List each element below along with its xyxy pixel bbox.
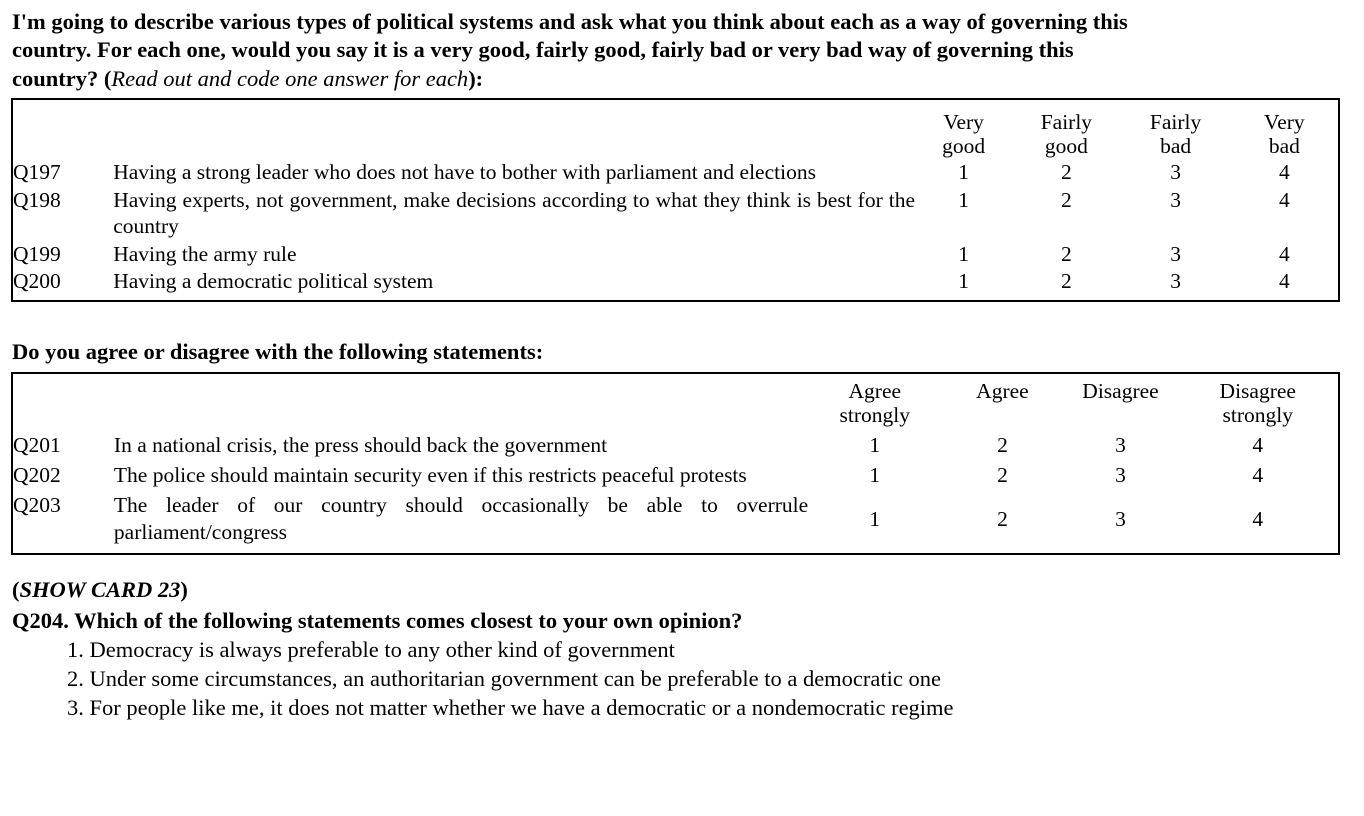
- intro-line-1: I'm going to describe various types of political systems and ask what you think about each as a way of governing this: [12, 9, 1128, 34]
- column-header-agree-strongly: [808, 374, 941, 427]
- table-header-row: [13, 374, 1338, 427]
- q204-block: [12, 575, 1364, 722]
- intro-line-3-bold: country?: [12, 65, 99, 91]
- column-header-very-bad: [1231, 100, 1338, 158]
- answer-option-q202-4[interactable]: 4: [1252, 462, 1264, 487]
- answer-option-q200-4[interactable]: 4: [1278, 268, 1290, 293]
- answer-option-q200-1[interactable]: 1: [958, 268, 970, 293]
- intro-question: [12, 8, 1346, 93]
- answer-option-q199-3[interactable]: 3: [1170, 241, 1181, 266]
- question-text-q198: Having experts, not government, make decisions according to what they think is best for the country: [113, 187, 916, 239]
- political-systems-table: [11, 98, 1340, 302]
- answer-option-q203-4[interactable]: 4: [1252, 506, 1264, 531]
- answer-option-q202-3[interactable]: 3: [1115, 462, 1126, 487]
- questionnaire-page: [0, 8, 1364, 816]
- answer-option-q197-3[interactable]: 3: [1170, 160, 1181, 185]
- header-line-2: strongly: [1222, 403, 1293, 428]
- header-line-2: bad: [1268, 134, 1300, 159]
- intro-line-3: [12, 65, 1346, 93]
- section-gap: [0, 302, 1364, 338]
- table-row: [13, 458, 1338, 488]
- agree-disagree-table: [11, 372, 1340, 555]
- question-code-q198: Q198: [13, 187, 61, 212]
- question-code-q202: Q202: [13, 462, 61, 487]
- answer-option-q203-3[interactable]: 3: [1115, 506, 1126, 531]
- table-row: [13, 186, 1338, 240]
- answer-option-q197-2[interactable]: 2: [1060, 160, 1072, 185]
- agree-section-heading: Do you agree or disagree with the following statements:: [12, 339, 544, 365]
- show-card-label: [12, 575, 1364, 604]
- header-line-1: Fairly: [1040, 110, 1093, 135]
- column-header-disagree-strongly: [1178, 374, 1338, 427]
- intro-line-2: country. For each one, would you say it is a very good, fairly good, fairly bad or very bad way of governing this: [12, 37, 1074, 63]
- question-text-q201: In a national crisis, the press should back the government: [113, 432, 608, 457]
- header-code-spacer: [13, 374, 114, 427]
- question-code-q197: Q197: [13, 160, 61, 185]
- show-card-open-paren: (: [12, 577, 20, 603]
- answer-option-q197-1[interactable]: 1: [958, 160, 970, 185]
- answer-option-q201-4[interactable]: 4: [1252, 432, 1264, 457]
- answer-option-q198-1[interactable]: 1: [958, 187, 970, 212]
- question-code-q201: Q201: [13, 432, 61, 457]
- answer-option-q203-2[interactable]: 2: [997, 506, 1008, 531]
- header-text-spacer: [113, 100, 915, 158]
- header-text-spacer: [114, 374, 808, 427]
- intro-instruction-italic: Read out and code one answer for each: [111, 65, 469, 91]
- column-header-agree: [941, 374, 1063, 427]
- column-header-very-good: [915, 100, 1012, 158]
- answer-option-q203-1[interactable]: 1: [869, 506, 881, 531]
- header-line-1: Disagree: [1082, 379, 1159, 404]
- header-line-2: strongly: [839, 403, 911, 428]
- question-code-q200: Q200: [13, 268, 61, 293]
- answer-option-q199-2[interactable]: 2: [1060, 241, 1072, 266]
- answer-option-q199-4[interactable]: 4: [1278, 241, 1290, 266]
- answer-option-q198-3[interactable]: 3: [1170, 187, 1181, 212]
- answer-option-q201-1[interactable]: 1: [869, 432, 881, 457]
- header-line-1: Very: [1264, 110, 1305, 135]
- show-card-close-paren: ): [180, 577, 188, 603]
- intro-close-paren: ):: [468, 65, 484, 91]
- q204-question-label: Q204. Which of the following statements comes closest to your own opinion?: [12, 607, 743, 633]
- answer-option-q199-1[interactable]: 1: [958, 241, 970, 266]
- answer-option-q197-4[interactable]: 4: [1278, 160, 1290, 185]
- header-line-1: Disagree: [1219, 379, 1296, 404]
- answer-option-q202-2[interactable]: 2: [997, 462, 1008, 487]
- show-card-text: SHOW CARD 23: [19, 577, 181, 603]
- table-header-row: [13, 100, 1338, 158]
- answer-option-q198-2[interactable]: 2: [1060, 187, 1072, 212]
- q204-option-1[interactable]: 1. Democracy is always preferable to any other kind of government: [67, 636, 675, 662]
- table-bottom-spacer: [13, 294, 1338, 300]
- column-header-disagree: [1063, 374, 1177, 427]
- header-line-1: Agree: [976, 379, 1029, 404]
- question-code-q199: Q199: [13, 241, 61, 266]
- question-code-q203: Q203: [13, 493, 61, 518]
- table-row: [13, 158, 1338, 185]
- header-line-1: Fairly: [1149, 110, 1202, 135]
- answer-option-q200-3[interactable]: 3: [1170, 268, 1181, 293]
- column-header-fairly-good: [1012, 100, 1120, 158]
- answer-option-q202-1[interactable]: 1: [869, 462, 881, 487]
- table-row: [13, 240, 1338, 267]
- header-line-2: good: [1044, 134, 1088, 159]
- answer-option-q200-2[interactable]: 2: [1060, 268, 1072, 293]
- question-text-q199: Having the army rule: [113, 241, 297, 266]
- header-line-2: good: [942, 134, 986, 159]
- q204-option-2[interactable]: 2. Under some circumstances, an authoritarian government can be preferable to a democratic one: [67, 666, 941, 692]
- answer-option-q201-3[interactable]: 3: [1115, 432, 1126, 457]
- column-header-fairly-bad: [1120, 100, 1230, 158]
- answer-option-q201-2[interactable]: 2: [997, 432, 1008, 457]
- table-row: [13, 267, 1338, 294]
- header-line-1: Agree: [848, 379, 902, 404]
- header-code-spacer: [13, 100, 113, 158]
- question-text-q203: The leader of our country should occasionally be able to overrule parliament/congress: [113, 493, 809, 544]
- question-text-q202: The police should maintain security even if this restricts peaceful protests: [113, 462, 747, 487]
- header-line-1: Very: [943, 110, 984, 135]
- answer-option-q198-4[interactable]: 4: [1278, 187, 1290, 212]
- q204-option-3[interactable]: 3. For people like me, it does not matter whether we have a democratic or a nondemocratic regime: [67, 695, 954, 721]
- question-text-q197: Having a strong leader who does not have to bother with parliament and elections: [113, 160, 816, 185]
- table-row: [13, 428, 1338, 458]
- question-text-q200: Having a democratic political system: [113, 268, 434, 293]
- intro-open-paren: (: [103, 65, 112, 91]
- header-line-2: bad: [1160, 134, 1192, 159]
- table-row: [13, 488, 1338, 553]
